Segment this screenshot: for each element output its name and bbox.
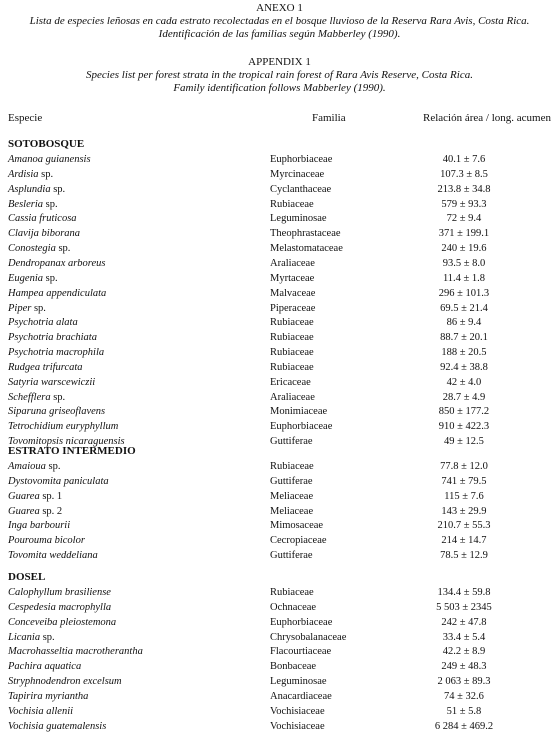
ratio-value: 42.2 ± 8.9 <box>442 646 486 658</box>
ratio-value: 88.7 ± 20.1 <box>440 332 488 344</box>
ratio-value: 51 ± 5.8 <box>446 705 482 717</box>
species-name: Vochisia guatemalensis <box>8 720 107 732</box>
species-name: Vochisia allenii <box>8 705 74 717</box>
family-name: Anacardiaceae <box>270 690 332 702</box>
table-row <box>0 302 559 315</box>
ratio-value: 5 503 ± 2345 <box>436 601 492 613</box>
ratio-value: 249 ± 48.3 <box>441 661 487 673</box>
ratio-value: 115 ± 7.6 <box>444 490 484 502</box>
family-name: Mimosaceae <box>270 520 324 532</box>
ratio-value: 134.4 ± 59.8 <box>437 587 491 598</box>
ratio-value: 40.1 ± 7.6 <box>442 154 486 165</box>
family-name: Malvaceae <box>270 287 316 299</box>
ratio-value: 11.4 ± 1.8 <box>442 272 486 284</box>
family-name: Guttiferae <box>270 475 313 487</box>
family-name: Piperaceae <box>270 302 316 314</box>
section-heading: SOTOBOSQUE <box>8 138 85 150</box>
table-row <box>0 690 559 703</box>
spanish-caption-line1: Lista de especies leñosas en cada estrato recolectadas en el bosque lluvioso de la Reserva Rara Avis, Costa Rica. <box>29 15 530 27</box>
ratio-value: 371 ± 199.1 <box>438 228 490 240</box>
table-row <box>0 257 559 270</box>
family-name: Guttiferae <box>270 436 313 448</box>
family-name: Melastomataceae <box>270 243 343 255</box>
family-name: Rubiaceae <box>270 317 314 329</box>
table-row <box>0 549 559 562</box>
family-name: Vochisiaceae <box>270 705 325 717</box>
species-name: Ardisia sp. <box>8 168 54 180</box>
species-name: Tovomitopsis nicaraguensis <box>8 436 125 448</box>
family-name: Euphorbiaceae <box>270 154 333 165</box>
table-row <box>0 586 559 599</box>
anexo-title: ANEXO 1 <box>256 2 303 14</box>
table-row <box>0 346 559 359</box>
family-name: Rubiaceae <box>270 198 314 210</box>
species-name: Psychotria brachiata <box>8 332 97 344</box>
table-row <box>0 183 559 196</box>
table-row <box>0 616 559 629</box>
ratio-value: 86 ± 9.4 <box>446 317 482 329</box>
english-caption-line1: Species list per forest strata in the tropical rain forest of Rara Avis Reserve, Costa Rica. <box>86 69 473 81</box>
ratio-value: 213.8 ± 34.8 <box>437 183 491 195</box>
appendix-title: APPENDIX 1 <box>248 56 311 68</box>
species-name: Guarea sp. 2 <box>8 505 63 517</box>
family-name: Rubiaceae <box>270 461 314 472</box>
species-name: Conceveiba pleiostemona <box>8 616 117 628</box>
species-name: Cespedesia macrophylla <box>8 601 112 613</box>
ratio-value: 28.7 ± 4.9 <box>442 391 486 403</box>
ratio-value: 72 ± 9.4 <box>446 213 482 225</box>
family-name: Cyclanthaceae <box>270 183 332 195</box>
family-name: Rubiaceae <box>270 347 314 359</box>
table-row <box>0 376 559 389</box>
species-name: Clavija biborana <box>8 228 81 240</box>
family-name: Monimiaceae <box>270 406 328 418</box>
ratio-value: 77.8 ± 12.0 <box>440 461 488 472</box>
species-name: Conostegia sp. <box>8 243 71 255</box>
family-name: Araliaceae <box>270 391 315 403</box>
family-name: Rubiaceae <box>270 587 314 598</box>
table-row <box>0 316 559 329</box>
species-name: Macrohasseltia macrotherantha <box>8 646 143 658</box>
species-name: Besleria sp. <box>8 198 58 210</box>
species-name: Cassia fruticosa <box>8 213 77 225</box>
section-heading: ESTRATO INTERMEDIO <box>8 445 136 457</box>
family-name: Meliaceae <box>270 490 314 502</box>
species-name: Guarea sp. 1 <box>8 490 63 502</box>
ratio-value: 42 ± 4.0 <box>446 376 482 388</box>
family-name: Flacourtiaceae <box>270 646 332 658</box>
table-row <box>0 720 559 733</box>
species-name: Pachira aquatica <box>8 661 82 673</box>
table-row <box>0 272 559 285</box>
species-name: Calophyllum brasiliense <box>8 587 111 598</box>
species-name: Siparuna griseoflavens <box>8 406 106 418</box>
table-row <box>0 212 559 225</box>
column-header-ratio: Relación área / long. acumen <box>423 112 551 124</box>
table-row <box>0 490 559 503</box>
species-name: Eugenia sp. <box>8 272 58 284</box>
ratio-value: 296 ± 101.3 <box>438 287 490 299</box>
table-row <box>0 242 559 255</box>
species-name: Asplundia sp. <box>8 183 66 195</box>
table-row <box>0 601 559 614</box>
family-name: Rubiaceae <box>270 361 314 373</box>
table-row <box>0 420 559 433</box>
ratio-value: 2 063 ± 89.3 <box>437 676 491 688</box>
table-row <box>0 519 559 532</box>
species-name: Pourouma bicolor <box>8 535 85 547</box>
species-name: Tapirira myriantha <box>8 690 89 702</box>
family-name: Leguminosae <box>270 676 327 688</box>
ratio-value: 143 ± 29.9 <box>441 505 487 517</box>
ratio-value: 850 ± 177.2 <box>438 406 490 418</box>
ratio-value: 242 ± 47.8 <box>441 616 487 628</box>
ratio-value: 69.5 ± 21.4 <box>440 302 488 314</box>
table-row <box>0 391 559 404</box>
ratio-value: 49 ± 12.5 <box>444 436 484 448</box>
ratio-value: 93.5 ± 8.0 <box>442 257 486 269</box>
species-name: Schefflera sp. <box>8 391 66 403</box>
family-name: Rubiaceae <box>270 332 314 344</box>
species-name: Piper sp. <box>8 302 46 314</box>
family-name: Myrtaceae <box>270 272 315 284</box>
species-name: Amanoa guianensis <box>8 154 91 165</box>
table-row <box>0 534 559 547</box>
table-row <box>0 475 559 488</box>
table-row <box>0 331 559 344</box>
species-name: Psychotria macrophila <box>8 347 105 359</box>
species-name: Satyria warscewiczii <box>8 376 96 388</box>
family-name: Ericaceae <box>270 376 311 388</box>
family-name: Chrysobalanaceae <box>270 631 347 643</box>
ratio-value: 910 ± 422.3 <box>438 421 490 433</box>
table-row <box>0 645 559 658</box>
ratio-value: 107.3 ± 8.5 <box>440 168 488 180</box>
species-name: Amaioua sp. <box>8 461 61 472</box>
family-name: Ochnaceae <box>270 601 317 613</box>
table-row <box>0 287 559 300</box>
table-row <box>0 675 559 688</box>
table-row <box>0 227 559 240</box>
ratio-value: 240 ± 19.6 <box>441 243 487 255</box>
species-name: Stryphnodendron excelsum <box>8 676 122 688</box>
family-name: Bonbaceae <box>270 661 317 673</box>
ratio-value: 214 ± 14.7 <box>441 535 487 547</box>
species-name: Rudgea trifurcata <box>8 361 83 373</box>
ratio-value: 92.4 ± 38.8 <box>440 361 488 373</box>
table-row <box>0 168 559 181</box>
species-name: Inga barbourii <box>8 520 71 532</box>
ratio-value: 210.7 ± 55.3 <box>437 520 491 532</box>
table-row <box>0 361 559 374</box>
species-name: Dystovomita paniculata <box>8 475 109 487</box>
species-name: Tovomita weddeliana <box>8 550 98 562</box>
species-name: Hampea appendiculata <box>8 287 107 299</box>
table-row <box>0 705 559 718</box>
family-name: Guttiferae <box>270 550 313 562</box>
family-name: Euphorbiaceae <box>270 616 333 628</box>
table-row <box>0 460 559 473</box>
family-name: Leguminosae <box>270 213 327 225</box>
ratio-value: 6 284 ± 469.2 <box>434 720 494 732</box>
ratio-value: 188 ± 20.5 <box>441 347 487 359</box>
table-row <box>0 631 559 644</box>
family-name: Theophrastaceae <box>270 228 341 240</box>
column-header-family: Familia <box>312 112 346 124</box>
species-name: Licania sp. <box>8 631 55 643</box>
family-name: Euphorbiaceae <box>270 421 333 433</box>
ratio-value: 78.5 ± 12.9 <box>440 550 488 562</box>
family-name: Araliaceae <box>270 257 315 269</box>
spanish-caption-line2: Identificación de las familias según Mabberley (1990). <box>158 28 401 40</box>
ratio-value: 33.4 ± 5.4 <box>442 631 486 643</box>
species-name: Dendropanax arboreus <box>8 257 106 269</box>
ratio-value: 741 ± 79.5 <box>441 475 487 487</box>
species-name: Psychotria alata <box>8 317 78 329</box>
table-row <box>0 405 559 418</box>
family-name: Meliaceae <box>270 505 314 517</box>
table-row <box>0 153 559 166</box>
table-row <box>0 505 559 518</box>
family-name: Cecropiaceae <box>270 535 327 547</box>
family-name: Myrcinaceae <box>270 168 325 180</box>
english-caption-line2: Family identification follows Mabberley (1990). <box>173 82 386 94</box>
family-name: Vochisiaceae <box>270 720 325 732</box>
ratio-value: 74 ± 32.6 <box>444 690 484 702</box>
section-heading: DOSEL <box>8 571 46 583</box>
species-name: Tetrochidium euryphyllum <box>8 421 119 433</box>
column-header-species: Especie <box>8 112 43 124</box>
table-row <box>0 660 559 673</box>
table-row <box>0 198 559 211</box>
ratio-value: 579 ± 93.3 <box>441 198 487 210</box>
